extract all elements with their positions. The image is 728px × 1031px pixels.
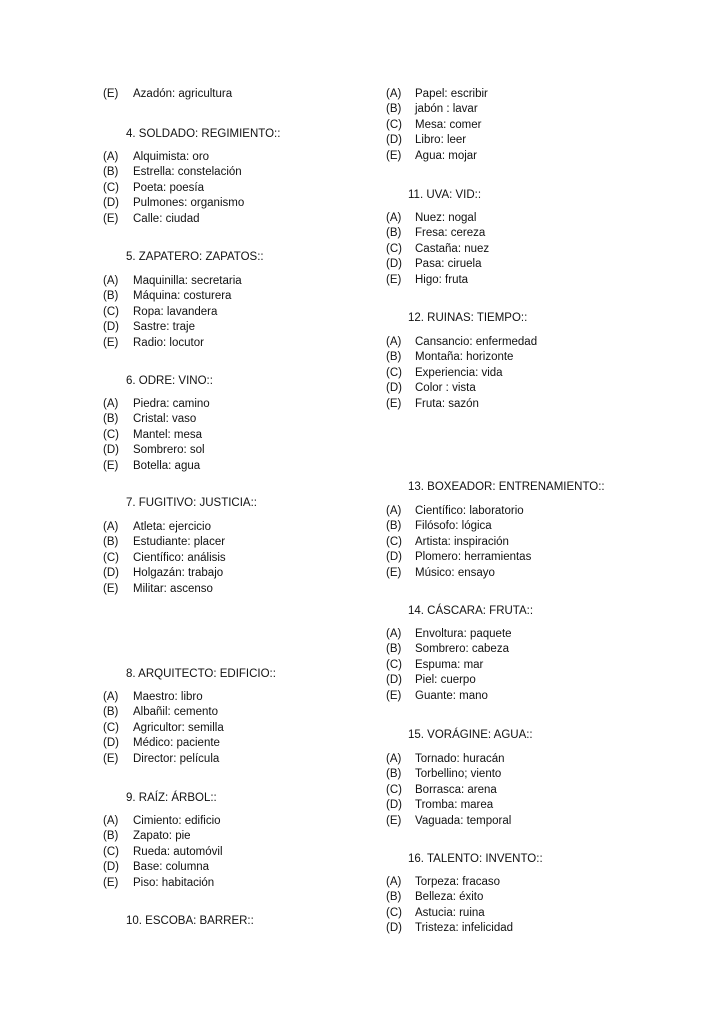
- option-text: Calle: ciudad: [133, 212, 200, 225]
- option-label: (E): [386, 566, 402, 579]
- option-text: Fresa: cereza: [415, 227, 486, 240]
- question-10-title: 10. ESCOBA: BARRER::: [126, 915, 254, 927]
- option-label: (C): [386, 535, 402, 548]
- question-9-title: 9. RAÍZ: ÁRBOL::: [126, 792, 217, 804]
- option-label: (C): [386, 242, 402, 255]
- option-text: Mantel: mesa: [133, 428, 203, 441]
- option-text: Científico: análisis: [133, 551, 226, 564]
- option-label: (A): [386, 876, 402, 888]
- option-label: (D): [103, 567, 119, 580]
- option-label: (D): [103, 737, 119, 750]
- option-label: (C): [386, 783, 402, 796]
- option-label: (E): [103, 212, 119, 225]
- option-label: (B): [386, 520, 402, 533]
- question-4-title: 4. SOLDADO: REGIMIENTO::: [126, 128, 281, 140]
- option-label: (C): [103, 305, 119, 318]
- option-label: (D): [386, 799, 402, 812]
- question-7-title: 7. FUGITIVO: JUSTICIA::: [126, 497, 257, 509]
- option-label: (B): [103, 166, 119, 179]
- option-text: Agricultor: semilla: [133, 721, 224, 734]
- option-text: jabón : lavar: [415, 103, 478, 116]
- option-text: Base: columna: [133, 861, 210, 874]
- option-text: Papel: escribir: [415, 88, 488, 100]
- option-text: Estudiante: placer: [133, 536, 226, 549]
- option-text: Experiencia: vida: [415, 366, 503, 379]
- option-label: (A): [103, 521, 119, 533]
- option-label: (D): [103, 444, 119, 457]
- option-label: (E): [103, 876, 119, 889]
- option-label: (E): [103, 582, 119, 595]
- option-label: (A): [103, 815, 119, 827]
- option-text: Montaña: horizonte: [415, 351, 514, 364]
- option-text: Azadón: agricultura: [133, 88, 233, 100]
- option-label: (C): [103, 181, 119, 194]
- option-text: Director: película: [133, 752, 220, 765]
- option-label: (C): [386, 906, 402, 919]
- option-text: Vaguada: temporal: [415, 814, 512, 827]
- option-text: Plomero: herramientas: [415, 551, 532, 564]
- option-label: (C): [103, 428, 119, 441]
- option-label: (B): [103, 830, 119, 843]
- option-text: Ropa: lavandera: [133, 305, 218, 318]
- option-text: Albañil: cemento: [133, 706, 219, 719]
- option-label: (E): [386, 814, 402, 827]
- option-label: (D): [103, 321, 119, 334]
- option-label: (C): [103, 845, 119, 858]
- option-text: Tristeza: infelicidad: [415, 922, 514, 935]
- option-label: (B): [103, 413, 119, 426]
- question-12-title: 12. RUINAS: TIEMPO::: [408, 312, 528, 324]
- question-6-title: 6. ODRE: VINO::: [126, 375, 213, 387]
- option-text: Botella: agua: [133, 459, 201, 472]
- option-text: Piso: habitación: [133, 876, 215, 889]
- option-label: (B): [103, 290, 119, 303]
- option-label: (A): [386, 505, 402, 517]
- option-label: (A): [386, 212, 402, 224]
- option-label: (E): [386, 689, 402, 702]
- option-label: (C): [103, 721, 119, 734]
- option-label: (B): [386, 227, 402, 240]
- option-label: (A): [386, 628, 402, 640]
- option-text: Cimiento: edificio: [133, 815, 221, 827]
- option-text: Científico: laboratorio: [415, 505, 524, 517]
- option-label: (A): [103, 275, 119, 287]
- option-text: Tromba: marea: [415, 799, 494, 812]
- option-label: (D): [386, 258, 402, 271]
- option-text: Tornado: huracán: [415, 753, 505, 765]
- option-label: (E): [103, 88, 119, 100]
- option-label: (B): [386, 103, 402, 116]
- option-text: Radio: locutor: [133, 336, 204, 349]
- option-text: Zapato: pie: [133, 830, 191, 843]
- option-text: Rueda: automóvil: [133, 845, 223, 858]
- option-label: (D): [386, 134, 402, 147]
- option-label: (B): [103, 706, 119, 719]
- option-text: Maquinilla: secretaria: [133, 275, 242, 287]
- option-label: (C): [386, 366, 402, 379]
- question-5-title: 5. ZAPATERO: ZAPATOS::: [126, 251, 264, 263]
- option-label: (A): [386, 753, 402, 765]
- option-text: Militar: ascenso: [133, 582, 213, 595]
- option-label: (A): [103, 398, 119, 410]
- option-text: Atleta: ejercicio: [133, 521, 211, 533]
- option-label: (B): [386, 643, 402, 656]
- option-label: (B): [386, 891, 402, 904]
- option-text: Holgazán: trabajo: [133, 567, 224, 580]
- option-text: Músico: ensayo: [415, 566, 495, 579]
- option-label: (D): [386, 382, 402, 395]
- question-16-title: 16. TALENTO: INVENTO::: [408, 853, 543, 865]
- option-text: Piel: cuerpo: [415, 674, 476, 687]
- option-text: Filósofo: lógica: [415, 520, 492, 533]
- option-text: Alquimista: oro: [133, 151, 210, 163]
- option-text: Espuma: mar: [415, 658, 484, 671]
- option-label: (B): [386, 768, 402, 781]
- option-label: (E): [386, 149, 402, 162]
- option-text: Sombrero: cabeza: [415, 643, 509, 656]
- option-label: (B): [386, 351, 402, 364]
- option-label: (D): [103, 197, 119, 210]
- option-text: Estrella: constelación: [133, 166, 242, 179]
- option-label: (C): [386, 118, 402, 131]
- question-8-title: 8. ARQUITECTO: EDIFICIO::: [126, 668, 276, 680]
- option-label: (D): [386, 674, 402, 687]
- option-text: Pasa: ciruela: [415, 258, 482, 271]
- option-text: Borrasca: arena: [415, 783, 497, 796]
- option-text: Higo: fruta: [415, 273, 469, 286]
- question-14-title: 14. CÁSCARA: FRUTA::: [408, 605, 534, 617]
- option-text: Belleza: éxito: [415, 891, 484, 904]
- option-label: (D): [386, 551, 402, 564]
- question-11-title: 11. UVA: VID::: [408, 189, 482, 201]
- option-label: (E): [103, 752, 119, 765]
- option-label: (D): [103, 861, 119, 874]
- option-label: (A): [103, 691, 119, 703]
- option-label: (D): [386, 922, 402, 935]
- option-text: Sombrero: sol: [133, 444, 205, 457]
- option-text: Guante: mano: [415, 689, 488, 702]
- option-text: Médico: paciente: [133, 737, 220, 750]
- option-text: Piedra: camino: [133, 398, 210, 410]
- option-label: (E): [386, 397, 402, 410]
- option-text: Envoltura: paquete: [415, 628, 512, 640]
- option-label: (A): [103, 151, 119, 163]
- question-15-title: 15. VORÁGINE: AGUA::: [408, 729, 533, 741]
- question-13-title: 13. BOXEADOR: ENTRENAMIENTO::: [408, 481, 605, 493]
- option-text: Pulmones: organismo: [133, 197, 245, 210]
- option-text: Agua: mojar: [415, 149, 478, 162]
- option-text: Torbellino; viento: [415, 768, 502, 781]
- option-text: Fruta: sazón: [415, 397, 479, 410]
- option-text: Sastre: traje: [133, 321, 195, 334]
- option-label: (E): [386, 273, 402, 286]
- option-label: (C): [103, 551, 119, 564]
- option-label: (E): [103, 459, 119, 472]
- option-text: Castaña: nuez: [415, 242, 490, 255]
- option-text: Artista: inspiración: [415, 535, 509, 548]
- option-text: Cristal: vaso: [133, 413, 197, 426]
- option-text: Astucia: ruina: [415, 906, 485, 919]
- option-text: Libro: leer: [415, 134, 467, 147]
- option-text: Maestro: libro: [133, 691, 203, 703]
- option-label: (A): [386, 88, 402, 100]
- option-text: Nuez: nogal: [415, 212, 477, 224]
- option-text: Poeta: poesía: [133, 181, 204, 194]
- option-label: (A): [386, 336, 402, 348]
- option-text: Máquina: costurera: [133, 290, 232, 303]
- option-text: Cansancio: enfermedad: [415, 336, 538, 348]
- option-text: Color : vista: [415, 382, 476, 395]
- option-text: Torpeza: fracaso: [415, 876, 501, 888]
- option-label: (E): [103, 336, 119, 349]
- option-label: (B): [103, 536, 119, 549]
- option-text: Mesa: comer: [415, 118, 482, 131]
- option-label: (C): [386, 658, 402, 671]
